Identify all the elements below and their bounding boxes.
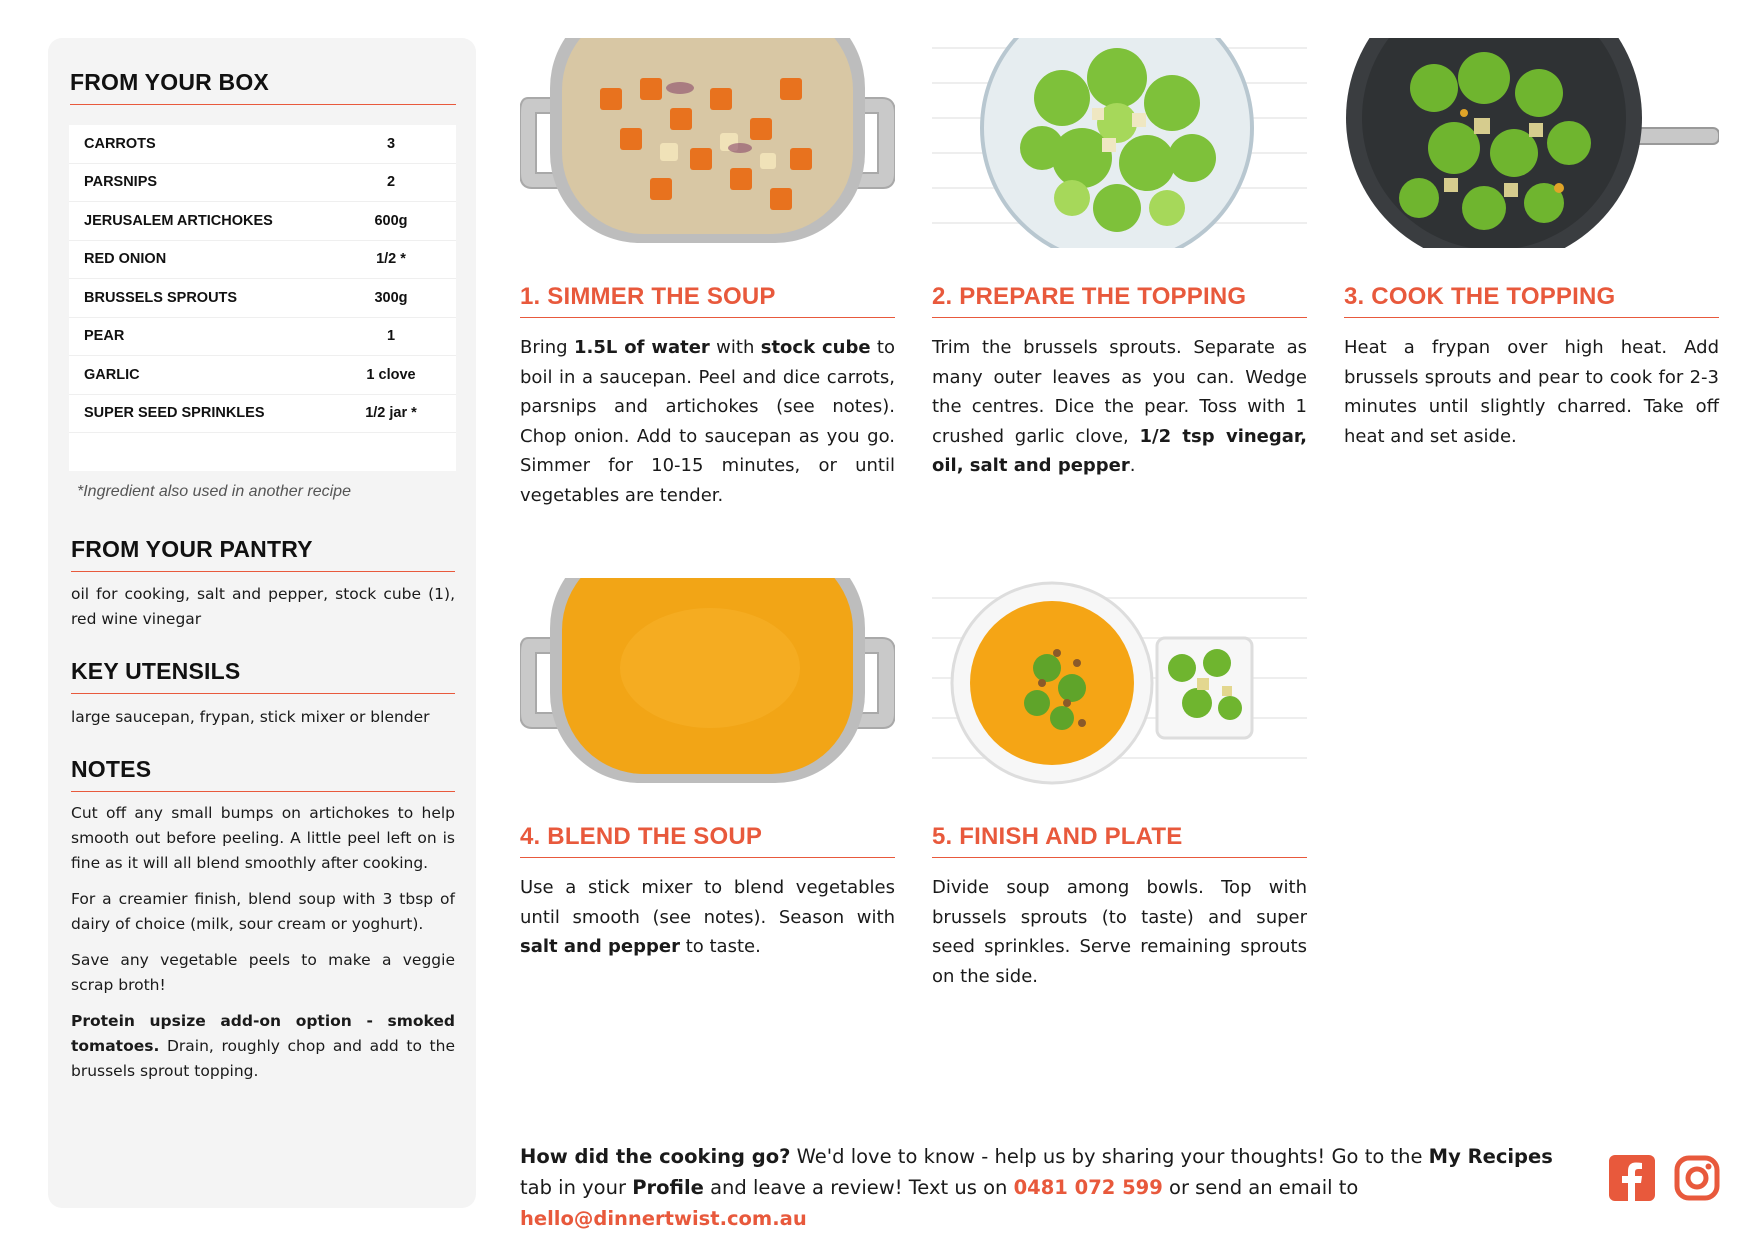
step-1-text-c: with xyxy=(709,337,761,358)
feedback-text-3: and leave a review! Text us on xyxy=(703,1176,1014,1199)
ingredient-name: PEAR xyxy=(84,328,125,345)
step-3-text-a: Heat a frypan over high heat. Add brussels sprouts and pear to cook for 2-3 minutes until slightly charred. Take off heat and set aside. xyxy=(1344,337,1719,447)
step-2-text-b: 1/2 tsp vinegar, oil, salt and pepper xyxy=(932,425,1307,476)
ingredient-name: JERUSALEM ARTICHOKES xyxy=(84,212,273,229)
feedback-text-2: tab in your xyxy=(520,1176,633,1199)
feedback-question: How did the cooking go? xyxy=(520,1145,791,1168)
step-1-text-b: 1.5L of water xyxy=(573,337,710,358)
step-1-text-e: to boil in a saucepan. Peel and dice carrots, parsnips and artichokes (see notes). Chop onion. Add to saucepan as you go. Simmer for 10-15 minutes, or until vegetables are tender. xyxy=(520,337,895,506)
note-2: For a creamier finish, blend soup with 3 tbsp of dairy of choice (milk, sour cream or yoghurt). xyxy=(71,890,455,933)
pantry-heading: FROM YOUR PANTRY xyxy=(71,536,455,572)
ingredient-footnote: *Ingredient also used in another recipe xyxy=(77,483,351,500)
step-4-text-c: to taste. xyxy=(679,936,761,957)
my-recipes-label: My Recipes xyxy=(1428,1145,1553,1168)
protein-note-bold: Protein upsize add-on option - smoked tomatoes. xyxy=(71,1012,455,1055)
pot-with-soup-image xyxy=(520,578,895,788)
profile-label: Profile xyxy=(632,1176,704,1199)
ingredient-name: PARSNIPS xyxy=(84,174,158,191)
ingredient-row xyxy=(69,318,456,357)
ingredient-row xyxy=(69,279,456,318)
pantry-text: oil for cooking, salt and pepper, stock cube (1), red wine vinegar xyxy=(71,585,455,628)
step-5-text-a: Divide soup among bowls. Top with brussels sprouts (to taste) and super seed sprinkles. Serve remaining sprouts on the side. xyxy=(932,877,1307,987)
note-1: Cut off any small bumps on artichokes to help smooth out before peeling. A little peel left on is fine as it will all blend smoothly after cooking. xyxy=(71,804,455,872)
protein-note xyxy=(71,1009,455,1084)
step-5-text xyxy=(932,873,1307,991)
step-2-image xyxy=(932,38,1307,248)
step-1-image xyxy=(520,38,895,248)
frypan-image xyxy=(1344,38,1719,248)
step-4-text-b: salt and pepper xyxy=(520,936,680,957)
pot-with-carrots-image xyxy=(520,38,895,248)
glass-bowl-image xyxy=(932,38,1307,248)
feedback-text-4: or send an email to xyxy=(1162,1176,1359,1199)
feedback-message xyxy=(520,1141,1580,1234)
step-4-title: 4. BLEND THE SOUP xyxy=(520,823,895,858)
step-1-text-a: Bring xyxy=(520,337,574,358)
step-5-image xyxy=(932,578,1307,788)
step-3-image xyxy=(1344,38,1719,248)
ingredient-qty: 3 xyxy=(386,135,396,152)
step-2-title: 2. PREPARE THE TOPPING xyxy=(932,283,1307,318)
step-2-text-c: . xyxy=(1129,455,1136,476)
step-5-title: 5. FINISH AND PLATE xyxy=(932,823,1307,858)
ingredient-row xyxy=(69,241,456,280)
ingredient-row xyxy=(69,356,456,395)
step-1-text-d: stock cube xyxy=(760,337,871,358)
ingredient-row xyxy=(69,202,456,241)
plated-soup-image xyxy=(932,578,1307,788)
step-3-title: 3. COOK THE TOPPING xyxy=(1344,283,1719,318)
ingredient-name: RED ONION xyxy=(84,251,167,268)
ingredient-name: GARLIC xyxy=(84,366,140,383)
email-link[interactable]: hello@dinnertwist.com.au xyxy=(520,1207,807,1230)
ingredient-qty: 1/2 jar * xyxy=(365,405,417,422)
step-1-text xyxy=(520,333,895,510)
step-4-text-a: Use a stick mixer to blend vegetables until smooth (see notes). Season with xyxy=(520,877,895,928)
step-3-text xyxy=(1344,333,1719,451)
ingredient-row xyxy=(69,164,456,203)
ingredient-qty: 1 xyxy=(386,328,396,345)
instagram-icon[interactable] xyxy=(1674,1155,1720,1201)
ingredient-row xyxy=(69,395,456,434)
note-3: Save any vegetable peels to make a veggie scrap broth! xyxy=(71,951,455,994)
ingredient-name: CARROTS xyxy=(84,135,156,152)
ingredient-row xyxy=(69,125,456,164)
ingredient-name: BRUSSELS SPROUTS xyxy=(84,289,238,306)
ingredient-qty: 1 clove xyxy=(366,366,416,383)
step-4-image xyxy=(520,578,895,788)
step-2-text-a: Trim the brussels sprouts. Separate as many outer leaves as you can. Wedge the centres. Dice the pear. Toss with 1 crushed garlic clove, xyxy=(932,337,1307,447)
ingredients-table xyxy=(69,125,456,471)
ingredient-qty: 2 xyxy=(386,174,396,191)
step-4-text xyxy=(520,873,895,962)
step-2-text xyxy=(932,333,1307,481)
ingredient-qty: 1/2 * xyxy=(376,251,406,268)
phone-number[interactable]: 0481 072 599 xyxy=(1013,1176,1163,1199)
ingredient-qty: 600g xyxy=(374,212,408,229)
notes-heading: NOTES xyxy=(71,756,455,792)
ingredient-qty: 300g xyxy=(374,289,408,306)
utensils-heading: KEY UTENSILS xyxy=(71,658,455,694)
facebook-icon[interactable] xyxy=(1609,1155,1655,1201)
feedback-text-1: We'd love to know - help us by sharing your thoughts! Go to the xyxy=(790,1145,1429,1168)
from-box-heading: FROM YOUR BOX xyxy=(70,69,456,105)
utensils-text: large saucepan, frypan, stick mixer or blender xyxy=(71,708,430,726)
step-1-title: 1. SIMMER THE SOUP xyxy=(520,283,895,318)
protein-note-rest: Drain, roughly chop and add to the brussels sprout topping. xyxy=(71,1037,455,1080)
ingredient-name: SUPER SEED SPRINKLES xyxy=(84,405,265,422)
ingredients-sidebar xyxy=(48,38,476,1208)
